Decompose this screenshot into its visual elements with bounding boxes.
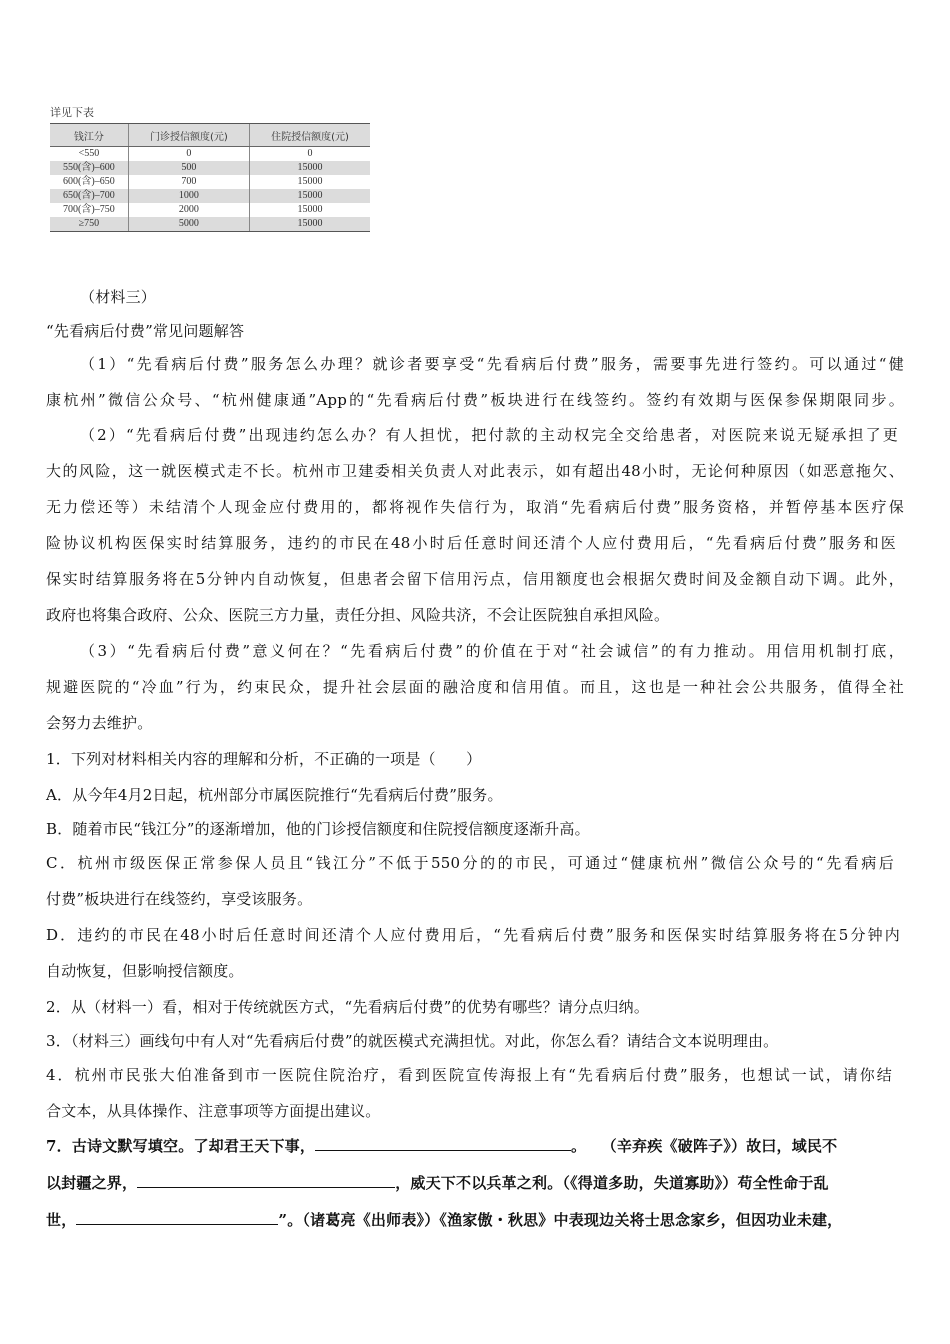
table-cell: ≥750 — [50, 217, 128, 232]
table-cell: 600(含)–650 — [63, 176, 115, 187]
table-cell: 15000 — [250, 161, 371, 175]
paragraph-line: 康杭州”微信公众号、“杭州健康通”App的“先看病后付费”板块进行在线签约。签约有效期与医保参保期限同步。 — [46, 391, 904, 409]
column-header: 住院授信额度(元) — [250, 124, 371, 147]
q7-text: ”。（诸葛亮《出师表》）《渔家傲・秋思》中表现边关将士思念家乡，但因功业未建， — [278, 1211, 843, 1229]
option-c: C．杭州市级医保正常参保人员且“钱江分”不低于550分的的市民，可通过“健康杭州”微信公众号的“先看病后 — [46, 854, 894, 872]
option-c-cont: 付费”板块进行在线签约，享受该服务。 — [46, 890, 313, 908]
option-d: D．违约的市民在48小时后任意时间还清个人应付费用后，“先看病后付费”服务和医保实时结算服务将在5分钟内 — [46, 926, 900, 944]
paragraph-line: （2）“先看病后付费”出现违约怎么办？有人担忧，把付款的主动权完全交给患者，对医院来说无疑承担了更 — [80, 426, 898, 444]
table-caption: 详见下表 — [50, 106, 94, 119]
table-cell: 1000 — [128, 189, 249, 203]
table-row — [50, 161, 370, 175]
option-d-cont: 自动恢复，但影响授信额度。 — [46, 962, 244, 980]
column-header: 门诊授信额度(元) — [128, 124, 249, 147]
q7-text: 以封疆之界， — [46, 1174, 138, 1192]
answer-blank[interactable] — [315, 1136, 571, 1151]
option-b: B．随着市民“钱江分”的逐渐增加，他的门诊授信额度和住院授信额度逐渐升高。 — [46, 820, 590, 838]
table-cell: 15000 — [250, 217, 371, 232]
table-cell: <550 — [78, 148, 100, 159]
table-row — [50, 203, 370, 217]
table-row — [50, 189, 370, 203]
option-a: A．从今年4月2日起，杭州部分市属医院推行“先看病后付费”服务。 — [46, 786, 503, 804]
answer-blank[interactable] — [137, 1173, 395, 1188]
credit-table — [50, 123, 370, 232]
table-cell: 550(含)–600 — [50, 161, 128, 175]
column-header: 钱江分 — [50, 124, 128, 147]
question-1: 1．下列对材料相关内容的理解和分析，不正确的一项是（ ） — [46, 750, 482, 768]
question-2: 2．从（材料一）看，相对于传统就医方式，“先看病后付费”的优势有哪些？请分点归纳。 — [46, 998, 650, 1016]
table-cell: 0 — [250, 147, 371, 162]
q7-text: ，威天下不以兵革之利。（《得道多助，失道寡助》）苟全性命于乱 — [395, 1174, 829, 1192]
material-label: （材料三） — [80, 288, 157, 306]
table-row — [50, 217, 370, 232]
faq-title: “先看病后付费”常见问题解答 — [46, 322, 245, 340]
question-4-cont: 合文本，从具体操作、注意事项等方面提出建议。 — [46, 1102, 381, 1120]
table-cell: 700(含)–750 — [63, 204, 115, 215]
credit-table-figure — [50, 104, 370, 232]
paragraph-line: 规避医院的“冷血”行为，约束民众，提升社会层面的融洽度和信用值。而且，这也是一种社会公共服务，值得全社 — [46, 678, 904, 696]
question-7-line-1 — [46, 1135, 837, 1156]
table-cell: 500 — [128, 161, 249, 175]
question-4: 4．杭州市民张大伯准备到市一医院住院治疗，看到医院宣传海报上有“先看病后付费”服务，也想试一试，请你结 — [46, 1066, 892, 1084]
table-cell: 700 — [128, 175, 249, 189]
table-cell: 5000 — [128, 217, 249, 232]
paragraph-line: （1）“先看病后付费”服务怎么办理？就诊者要享受“先看病后付费”服务，需要事先进行签约。可以通过“健 — [80, 355, 904, 373]
table-row — [50, 147, 370, 162]
table-header-row — [50, 124, 370, 147]
table-cell: 650(含)–700 — [50, 189, 128, 203]
paragraph-line: 险协议机构医保实时结算服务，违约的市民在48小时后任意时间还清个人应付费用后，“先看病后付费”服务和医 — [46, 534, 896, 552]
paragraph-line: 保实时结算服务将在5分钟内自动恢复，但患者会留下信用污点，信用额度也会根据欠费时间及金额自动下调。此外， — [46, 570, 904, 588]
q7-text: 7．古诗文默写填空。了却君王天下事， — [46, 1137, 316, 1155]
table-cell: 15000 — [250, 203, 371, 217]
paragraph-line: （3）“先看病后付费”意义何在？“先看病后付费”的价值在于对“社会诚信”的有力推动。用信用机制打底， — [80, 642, 904, 660]
table-cell: 2000 — [128, 203, 249, 217]
paragraph-line: 会努力去维护。 — [46, 714, 153, 732]
table-row — [50, 175, 370, 189]
answer-blank[interactable] — [76, 1210, 278, 1225]
question-3: 3．（材料三）画线句中有人对“先看病后付费”的就医模式充满担忧。对此，你怎么看？请结合文本说明理由。 — [46, 1032, 779, 1050]
q7-text: 。 （辛弃疾《破阵子》）故曰，域民不 — [571, 1137, 838, 1155]
paragraph-line: 政府也将集合政府、公众、医院三方力量，责任分担、风险共济，不会让医院独自承担风险。 — [46, 606, 670, 624]
q7-text: 世， — [46, 1211, 77, 1229]
table-cell: 0 — [128, 147, 249, 162]
question-7-line-2 — [46, 1172, 829, 1193]
table-cell: 15000 — [250, 189, 371, 203]
question-7-line-3 — [46, 1209, 842, 1230]
table-cell: 15000 — [250, 175, 371, 189]
paragraph-line: 无力偿还等）未结清个人现金应付费用的，都将视作失信行为，取消“先看病后付费”服务资格，并暂停基本医疗保 — [46, 498, 904, 516]
paragraph-line: 大的风险，这一就医模式走不长。杭州市卫建委相关负责人对此表示，如有超出48小时，无论何种原因（如恶意拖欠、 — [46, 462, 904, 480]
